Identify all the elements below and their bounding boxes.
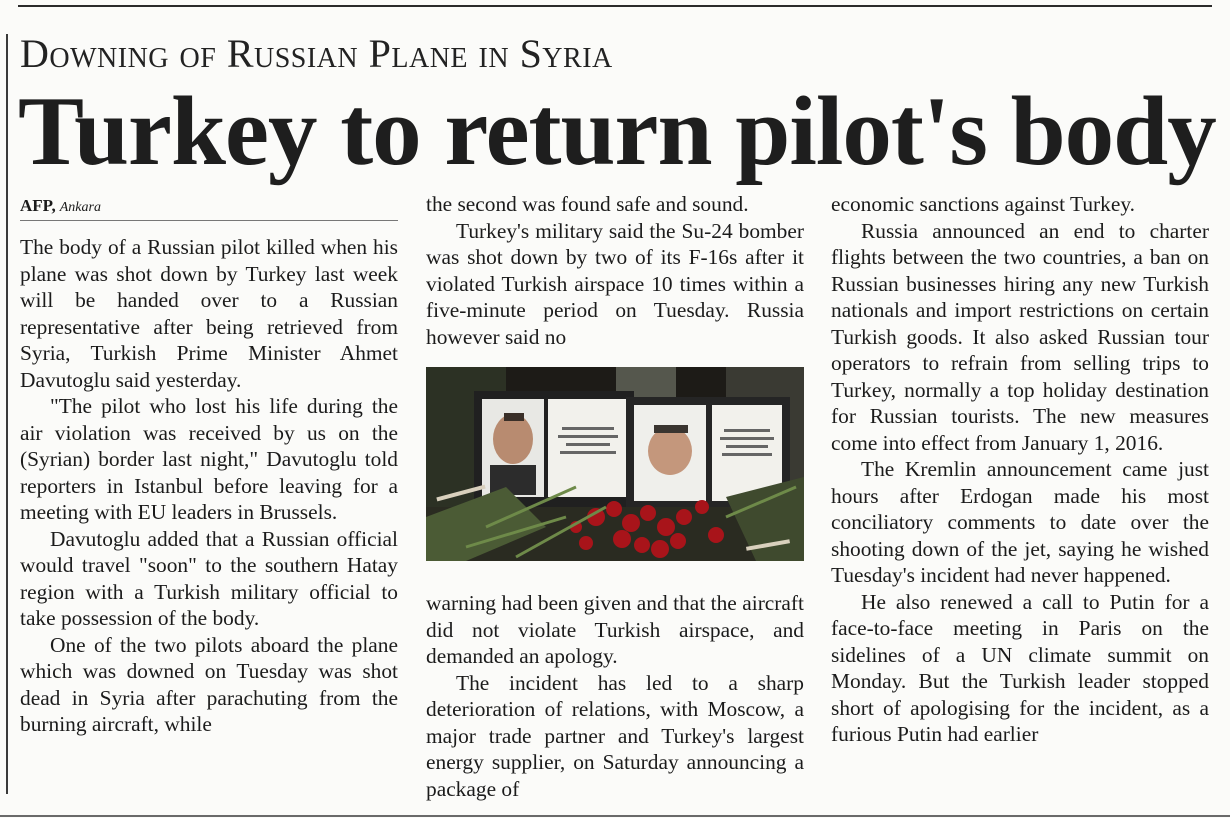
article-column-3 — [831, 191, 1209, 748]
paragraph: Davutoglu added that a Russian official would travel "soon" to the southern Hatay region with a Turkish military official to take possession of the body. — [20, 526, 398, 630]
top-rule — [18, 5, 1212, 7]
article-column-2-top — [426, 191, 804, 350]
paragraph: warning had been given and that the aircraft did not violate Turkish airspace, and demanded an apology. — [426, 591, 804, 668]
paragraph: Russia announced an end to charter flights between the two countries, a ban on Russian businesses hiring any new Turkish nationals and import restrictions on certain Turkish goods. It also asked Russian tour operators to refrain from selling trips to Turkey, normally a top holiday destination for Russian tourists. The new measures come into effect from January 1, 2016. — [831, 218, 1209, 455]
paragraph: The body of a Russian pilot killed when his plane was shot down by Turkey last week will be handed over to a Russian representative after being retrieved from Syria, Turkish Prime Minister Ahmet Davutoglu said yesterday. — [20, 235, 398, 392]
byline — [20, 196, 101, 218]
bottom-rule — [0, 815, 1230, 817]
paragraph: Turkey's military said the Su-24 bomber was shot down by two of its F-16s after it violated Turkish airspace 10 times within a five-minute period on Tuesday. Russia however said no — [426, 218, 804, 349]
byline-rule — [20, 220, 398, 221]
memorial-photo — [426, 367, 804, 561]
headline: Turkey to return pilot's body — [18, 77, 1216, 186]
paragraph: He also renewed a call to Putin for a face-to-face meeting in Paris on the sidelines of a UN climate summit on Monday. But the Turkish leader stopped short of apologising for the incident, as a furious Putin had earlier — [831, 589, 1209, 746]
left-column-rule — [6, 34, 8, 794]
paragraph: "The pilot who lost his life during the air violation was received by us on the (Syrian) border last night," Davutoglu told reporters in Istanbul before leaving for a meeting with EU leaders in Brussels. — [20, 394, 398, 524]
paragraph: The Kremlin announcement came just hours after Erdogan made his most conciliatory comments to date over the shooting down of the jet, saying he wished Tuesday's incident had never happened. — [831, 457, 1209, 587]
paragraph: the second was found safe and sound. — [426, 192, 749, 216]
section-kicker: Downing of Russian Plane in Syria — [20, 31, 613, 76]
paragraph: The incident has led to a sharp deterioration of relations, with Moscow, a major trade partner and Turkey's largest energy supplier, on Saturday announcing a package of — [426, 670, 804, 801]
paragraph: economic sanctions against Turkey. — [831, 192, 1135, 216]
article-column-2-bottom — [426, 590, 804, 802]
paragraph: One of the two pilots aboard the plane which was downed on Tuesday was shot dead in Syria after parachuting from the burning aircraft, while — [20, 632, 398, 736]
article-column-1 — [20, 234, 398, 738]
byline-location: Ankara — [59, 200, 101, 215]
byline-agency: AFP, — [20, 196, 56, 215]
